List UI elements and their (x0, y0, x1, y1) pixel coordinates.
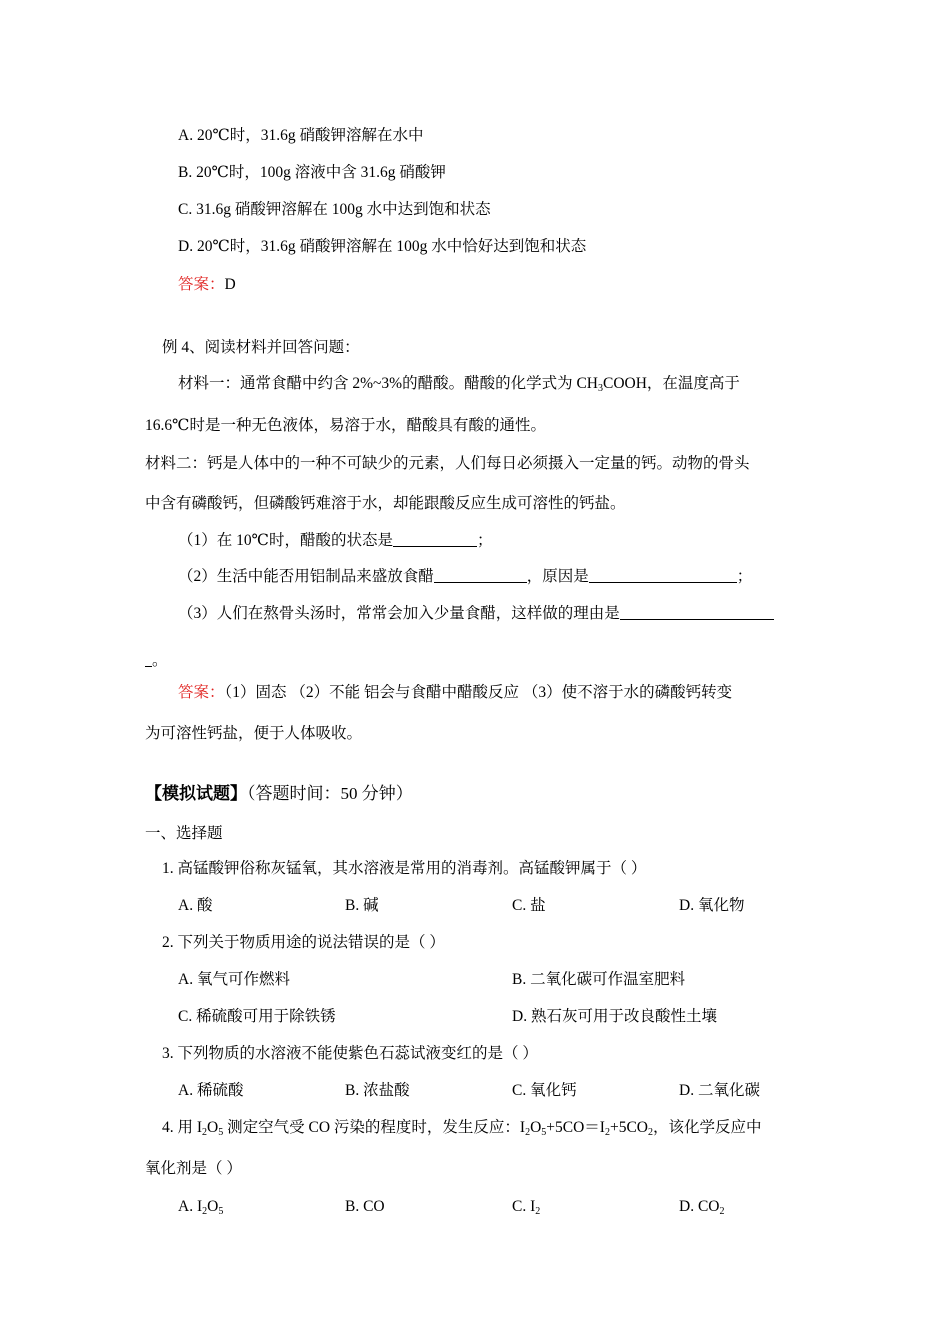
ex4-answer-line1 (178, 683, 732, 703)
subscript: 2 (648, 1127, 653, 1138)
blank-3[interactable] (620, 605, 774, 620)
option-a: A. 20℃时，31.6g 硝酸钾溶解在水中 (178, 127, 424, 144)
subscript: 5 (218, 1127, 224, 1138)
subscript: 2 (604, 1127, 610, 1138)
q3-option-d: D. 二氧化碳 (679, 1082, 760, 1099)
blank-1[interactable] (393, 532, 477, 547)
option-d: D. 20℃时，31.6g 硝酸钾溶解在 100g 水中恰好达到饱和状态 (178, 238, 587, 255)
question2-text: （2）生活中能否用铝制品来盛放食醋 (178, 568, 434, 585)
question3-text: （3）人们在熬骨头汤时，常常会加入少量食醋，这样做的理由是 (178, 605, 620, 622)
question3-end: 。 (152, 652, 168, 669)
answer-line (178, 275, 236, 295)
subscript: 2 (719, 1206, 725, 1217)
ex4-answer-line2: 为可溶性钙盐，便于人体吸收。 (145, 725, 363, 742)
q3-option-c: C. 氧化钙 (512, 1082, 577, 1099)
material2-line1: 材料二：钙是人体中的一种不可缺少的元素，人们每日必须摄入一定量的钙。动物的骨头 (145, 455, 750, 472)
blank-2b[interactable] (589, 568, 737, 583)
q1-option-b: B. 碱 (345, 897, 379, 914)
q2-option-d: D. 熟石灰可用于改良酸性土壤 (512, 1008, 717, 1025)
ex4-answer-label: 答案： (178, 684, 225, 701)
answer-value: D (224, 276, 236, 293)
subscript: 2 (202, 1206, 208, 1217)
q1-option-c: C. 盐 (512, 897, 546, 914)
q4c-text: C. I (512, 1198, 536, 1215)
q4d-text: D. CO (679, 1198, 720, 1215)
q4-text: O (207, 1119, 219, 1136)
question1-end: ； (476, 532, 493, 549)
q3-stem: 3. 下列物质的水溶液不能使紫色石蕊试液变红的是（ ） (162, 1045, 538, 1062)
blank-3-cont[interactable] (145, 652, 152, 667)
section-title: 【模拟试题】 (145, 784, 247, 803)
q2-stem: 2. 下列关于物质用途的说法错误的是（ ） (162, 934, 445, 951)
material1-line1 (178, 374, 740, 394)
q4a-text: A. I (178, 1198, 203, 1215)
q4-text: O (530, 1119, 542, 1136)
q1-stem: 1. 高锰酸钾俗称灰锰氧，其水溶液是常用的消毒剂。高锰酸钾属于（ ） (162, 860, 647, 877)
subscript: 5 (541, 1127, 547, 1138)
material1-text-b: COOH，在温度高于 (603, 375, 740, 392)
q4-stem (162, 1118, 762, 1138)
q4-text: ，该化学反应中 (653, 1119, 762, 1136)
material1-text-a: 材料一：通常食醋中约含 2%~3%的醋酸。醋酸的化学式为 CH (178, 375, 598, 392)
q1-option-d: D. 氧化物 (679, 897, 745, 914)
q4-option-d (679, 1197, 724, 1217)
material2-line2: 中含有磷酸钙，但磷酸钙难溶于水，却能跟酸反应生成可溶性的钙盐。 (145, 495, 626, 512)
q3-option-b: B. 浓盐酸 (345, 1082, 410, 1099)
q4-stem-line2: 氧化剂是（ ） (145, 1160, 242, 1177)
q4-option-a (178, 1197, 223, 1217)
example4-title: 例 4、阅读材料并回答问题： (162, 339, 360, 356)
q4-text: 4. 用 I (162, 1119, 203, 1136)
subscript: 2 (535, 1206, 541, 1217)
q4-text: +5CO (609, 1119, 648, 1136)
material1-line2: 16.6℃时是一种无色液体，易溶于水，醋酸具有酸的通性。 (145, 417, 546, 434)
blank-2a[interactable] (434, 568, 527, 583)
q1-option-a: A. 酸 (178, 897, 213, 914)
ex4-question2 (178, 567, 752, 587)
ex4-question3 (178, 604, 774, 624)
q4-text: 测定空气受 CO 污染的程度时，发生反应：I (223, 1119, 526, 1136)
subscript: 2 (202, 1127, 208, 1138)
option-b: B. 20℃时，100g 溶液中含 31.6g 硝酸钾 (178, 164, 446, 181)
option-c: C. 31.6g 硝酸钾溶解在 100g 水中达到饱和状态 (178, 201, 491, 218)
q4-text: +5CO＝I (546, 1119, 605, 1136)
q4a-text: O (207, 1198, 219, 1215)
q4-option-b: B. CO (345, 1198, 385, 1215)
ex4-answer-text: （1）固态 （2）不能 铝会与食醋中醋酸反应 （3）使不溶于水的磷酸钙转变 (224, 684, 733, 701)
subscript: 3 (598, 383, 603, 394)
q3-option-a: A. 稀硫酸 (178, 1082, 244, 1099)
q2-option-c: C. 稀硫酸可用于除铁锈 (178, 1008, 336, 1025)
part-title: 一、选择题 (145, 825, 223, 842)
question2-mid: ，原因是 (526, 568, 589, 585)
q2-option-b: B. 二氧化碳可作温室肥料 (512, 971, 686, 988)
section-header (145, 784, 413, 804)
question2-end: ； (736, 568, 753, 585)
q4-option-c (512, 1197, 540, 1217)
subscript: 5 (218, 1206, 224, 1217)
question1-text: （1）在 10℃时，醋酸的状态是 (178, 532, 393, 549)
section-time: （答题时间：50 分钟） (247, 784, 413, 803)
subscript: 2 (525, 1127, 531, 1138)
ex4-question3-end (145, 651, 168, 671)
q2-option-a: A. 氧气可作燃料 (178, 971, 290, 988)
ex4-question1 (178, 531, 492, 551)
answer-label: 答案： (178, 276, 225, 293)
